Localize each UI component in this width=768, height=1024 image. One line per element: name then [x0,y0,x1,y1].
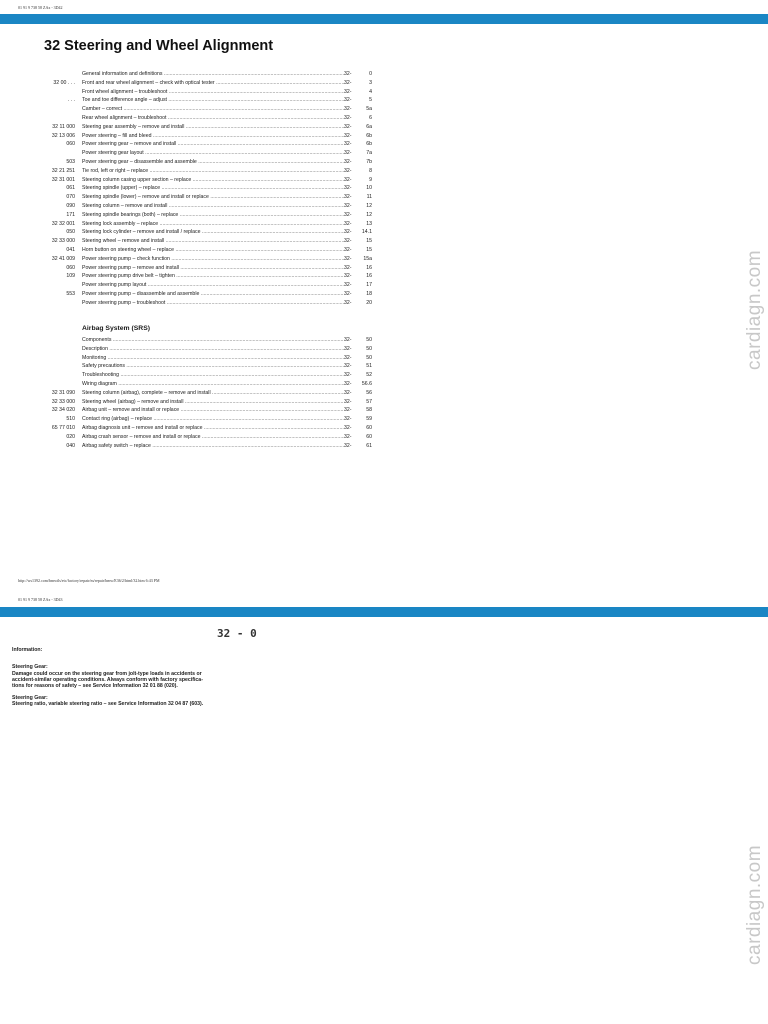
toc-title: Power steering pump – disassemble and assemble ..... [82,290,344,299]
toc-title: Power steering pump – troubleshoot ..... [82,299,344,308]
toc-title: Front and rear wheel alignment – check with optical tester ..... [82,79,344,88]
toc-row [0,299,768,308]
toc-row [0,132,768,141]
toc-title: Power steering pump drive belt – tighten ..... [82,272,344,281]
toc-page: 4 [369,88,372,95]
toc-code: 32 32 001 [51,220,75,227]
toc-section: 32- [344,255,352,262]
toc-row [0,389,768,398]
toc-code: 32 13 006 [51,132,75,139]
toc-row [0,371,768,380]
toc-title: Steering spindle (upper) – replace ..... [82,184,344,193]
toc-row [0,176,768,185]
toc-section: 32- [344,194,352,201]
toc-section: 32- [344,79,352,86]
watermark: cardiagn.com [744,249,765,370]
toc-code: 32 41 009 [51,255,75,262]
toc-page: 6b [366,141,372,148]
toc-section: 32- [344,282,352,289]
steering-gear-line: accident-similar operating conditions. Always conform with factory specifica- [12,677,203,683]
toc-section: 32- [344,238,352,245]
page-reference: 01 91 9 738 58 ZAx - 3D42 [18,5,63,10]
toc-row [0,70,768,79]
toc-page: 56 [366,389,372,396]
toc-code: 32 34 020 [51,407,75,414]
toc-page: 14.1 [361,229,372,236]
toc-title: Steering column (airbag), complete – remove and install ..... [82,389,344,398]
toc-code: 32 11 000 [52,123,75,130]
toc-title: Safety precautions ..... [82,362,344,371]
toc-section: 32- [344,132,352,139]
airbag-table-of-contents [0,336,768,450]
toc-page: 6 [369,114,372,121]
page-reference: 01 91 9 738 58 ZAx - 3D43 [18,597,63,602]
toc-section: 32- [344,185,352,192]
toc-page: 20 [366,299,372,306]
toc-page: 15a [363,255,372,262]
toc-row [0,415,768,424]
toc-title: Steering spindle (lower) – remove and install or replace ..... [82,193,344,202]
toc-section: 32- [344,416,352,423]
toc-code: 510 [66,416,75,423]
toc-page: 18 [366,290,372,297]
toc-page: 15 [366,246,372,253]
toc-row [0,264,768,273]
toc-title: Steering lock cylinder – remove and install / replace ..... [82,228,344,237]
toc-page: 56.6 [361,380,372,387]
toc-section: 32- [344,273,352,280]
toc-section: 32- [344,211,352,218]
toc-page: 3 [369,79,372,86]
toc-page: 12 [366,211,372,218]
toc-title: Contact ring (airbag) – replace ..... [82,415,344,424]
toc-row [0,424,768,433]
toc-code: 32 31 090 [51,389,75,396]
toc-title: Power steering – fill and bleed ..... [82,132,344,141]
toc-title: Steering spindle bearings (both) – replace ..... [82,211,344,220]
toc-row [0,202,768,211]
toc-section: 32- [344,363,352,370]
toc-title: Power steering gear – disassemble and assemble ..... [82,158,344,167]
toc-title: Power steering pump layout ..... [82,281,344,290]
toc-section: 32- [344,88,352,95]
toc-title: Airbag unit – remove and install or replace ..... [82,406,344,415]
toc-page: 50 [366,354,372,361]
toc-page: 5 [369,97,372,104]
toc-section: 32- [344,354,352,361]
toc-title: Steering wheel – remove and install ..... [82,237,344,246]
toc-section: 32- [344,264,352,271]
toc-page: 15 [366,238,372,245]
toc-title: Airbag safety switch – replace ..... [82,442,344,451]
steering-gear-line: Damage could occur on the steering gear from jolt-type loads in accidents or [12,671,202,677]
toc-section: 32- [344,202,352,209]
toc-title: Tie rod, left or right – replace ..... [82,167,344,176]
toc-page: 6b [366,132,372,139]
toc-page: 58 [366,407,372,414]
toc-title: Monitoring ..... [82,354,344,363]
toc-section: 32- [344,106,352,113]
toc-row [0,79,768,88]
toc-row [0,228,768,237]
page-header-bar [0,14,768,24]
toc-code: 070 [66,194,75,201]
toc-code: 060 [66,141,75,148]
steering-gear-heading: Steering Gear: [12,695,48,701]
page-title: 32 Steering and Wheel Alignment [44,38,274,54]
toc-section: 32- [344,442,352,449]
toc-page: 6a [366,123,372,130]
toc-title: Wiring diagram ..... [82,380,344,389]
toc-section: 32- [344,398,352,405]
toc-page: 50 [366,337,372,343]
toc-section: 32- [344,299,352,306]
toc-code: . . . [67,97,75,104]
toc-code: 32 33 000 [51,398,75,405]
toc-section: 32- [344,433,352,440]
toc-title: Components ..... [82,336,344,345]
toc-code: 503 [66,158,75,165]
toc-title: General information and definitions ..... [82,70,344,79]
toc-page: 8 [369,167,372,174]
toc-row [0,96,768,105]
toc-code: 65 77 010 [51,424,75,431]
toc-title: Steering gear assembly – remove and install ..... [82,123,344,132]
toc-section: 32- [344,176,352,183]
toc-title: Steering column casing upper section – replace ..... [82,176,344,185]
toc-row [0,362,768,371]
toc-row [0,380,768,389]
toc-row [0,398,768,407]
toc-title: Steering column – remove and install ..... [82,202,344,211]
toc-section: 32- [344,71,352,77]
toc-title: Power steering gear layout ..... [82,149,344,158]
toc-code: 109 [66,273,75,280]
toc-page: 60 [366,424,372,431]
toc-title: Steering lock assembly – replace ..... [82,220,344,229]
information-heading: Information: [12,647,43,653]
toc-row [0,246,768,255]
toc-section: 32- [344,123,352,130]
toc-code: 553 [66,290,75,297]
toc-code: 090 [66,202,75,209]
steering-gear-line: tions for reasons of safety – see Service Information 32 01 88 (020). [12,683,178,689]
toc-page: 51 [366,363,372,370]
toc-code: 050 [66,229,75,236]
toc-page: 16 [366,273,372,280]
toc-code: 171 [66,211,75,218]
toc-row [0,345,768,354]
toc-page: 12 [366,202,372,209]
toc-page: 10 [366,185,372,192]
toc-title: Troubleshooting ..... [82,371,344,380]
toc-section: 32- [344,345,352,352]
toc-section: 32- [344,158,352,165]
toc-row [0,184,768,193]
table-of-contents [0,70,768,308]
toc-code: 020 [66,433,75,440]
toc-code: 041 [66,246,75,253]
toc-title: Airbag diagnosis unit – remove and install or replace ..... [82,424,344,433]
toc-section: 32- [344,229,352,236]
toc-row [0,336,768,345]
toc-code: 32 00 . . . [53,79,75,86]
toc-row [0,281,768,290]
toc-section: 32- [344,246,352,253]
toc-page: 57 [366,398,372,405]
toc-row [0,220,768,229]
toc-row [0,88,768,97]
toc-section: 32- [344,150,352,157]
toc-title: Steering wheel (airbag) – remove and install ..... [82,398,344,407]
toc-code: 040 [66,442,75,449]
toc-row [0,105,768,114]
toc-title: Toe and toe difference angle – adjust ..... [82,96,344,105]
toc-row [0,158,768,167]
toc-row [0,255,768,264]
toc-row [0,442,768,451]
toc-row [0,290,768,299]
toc-section: 32- [344,220,352,227]
toc-page: 16 [366,264,372,271]
toc-page: 7b [366,158,372,165]
toc-page: 9 [369,176,372,183]
toc-title: Horn button on steering wheel – replace ..... [82,246,344,255]
toc-section: 32- [344,372,352,379]
toc-page: 50 [366,345,372,352]
toc-row [0,272,768,281]
toc-section: 32- [344,141,352,148]
toc-row [0,237,768,246]
toc-section: 32- [344,424,352,431]
toc-title: Camber – correct ..... [82,105,344,114]
toc-row [0,149,768,158]
page-header-bar [0,607,768,617]
toc-row [0,354,768,363]
toc-page: 7a [366,150,372,157]
toc-page: 52 [366,372,372,379]
toc-row [0,193,768,202]
toc-code: 061 [66,185,75,192]
toc-row [0,114,768,123]
toc-section: 32- [344,114,352,121]
toc-code: 32 33 000 [51,238,75,245]
toc-page: 5a [366,106,372,113]
toc-row [0,433,768,442]
toc-code: 060 [66,264,75,271]
toc-section: 32- [344,167,352,174]
page-number: 32 - 0 [217,627,257,640]
toc-title: Description ..... [82,345,344,354]
toc-title: Power steering pump – check function ..... [82,255,344,264]
toc-section: 32- [344,407,352,414]
toc-code: 32 31 001 [51,176,75,183]
toc-code: 32 21 251 [51,167,75,174]
toc-row [0,123,768,132]
toc-row [0,211,768,220]
airbag-section-heading: Airbag System (SRS) [82,325,150,332]
steering-ratio-line: Steering ratio, variable steering ratio – see Service Information 32 04 87 (603). [12,701,204,707]
toc-section: 32- [344,380,352,387]
toc-title: Power steering pump – remove and install ..... [82,264,344,273]
toc-page: 17 [366,282,372,289]
toc-section: 32- [344,389,352,396]
toc-section: 32- [344,290,352,297]
toc-page: 59 [366,416,372,423]
toc-section: 32- [344,337,352,343]
footer-url: http://ws1392.com/bmwtls/etc/factory/repair/m/repair/bmw/E36/2/html/32.htm 6:43 PM [18,578,160,583]
watermark: cardiagn.com [744,844,765,965]
toc-page: 11 [366,194,372,201]
toc-title: Front wheel alignment – troubleshoot ..... [82,88,344,97]
toc-page: 13 [366,220,372,227]
toc-title: Rear wheel alignment – troubleshoot ..... [82,114,344,123]
toc-row [0,140,768,149]
toc-page: 60 [366,433,372,440]
toc-page: 61 [366,442,372,449]
toc-section: 32- [344,97,352,104]
toc-row [0,406,768,415]
toc-row [0,167,768,176]
toc-title: Airbag crash sensor – remove and install or replace ..... [82,433,344,442]
steering-gear-heading: Steering Gear: [12,664,48,670]
toc-page: 0 [369,71,372,77]
toc-title: Power steering gear – remove and install ..... [82,140,344,149]
